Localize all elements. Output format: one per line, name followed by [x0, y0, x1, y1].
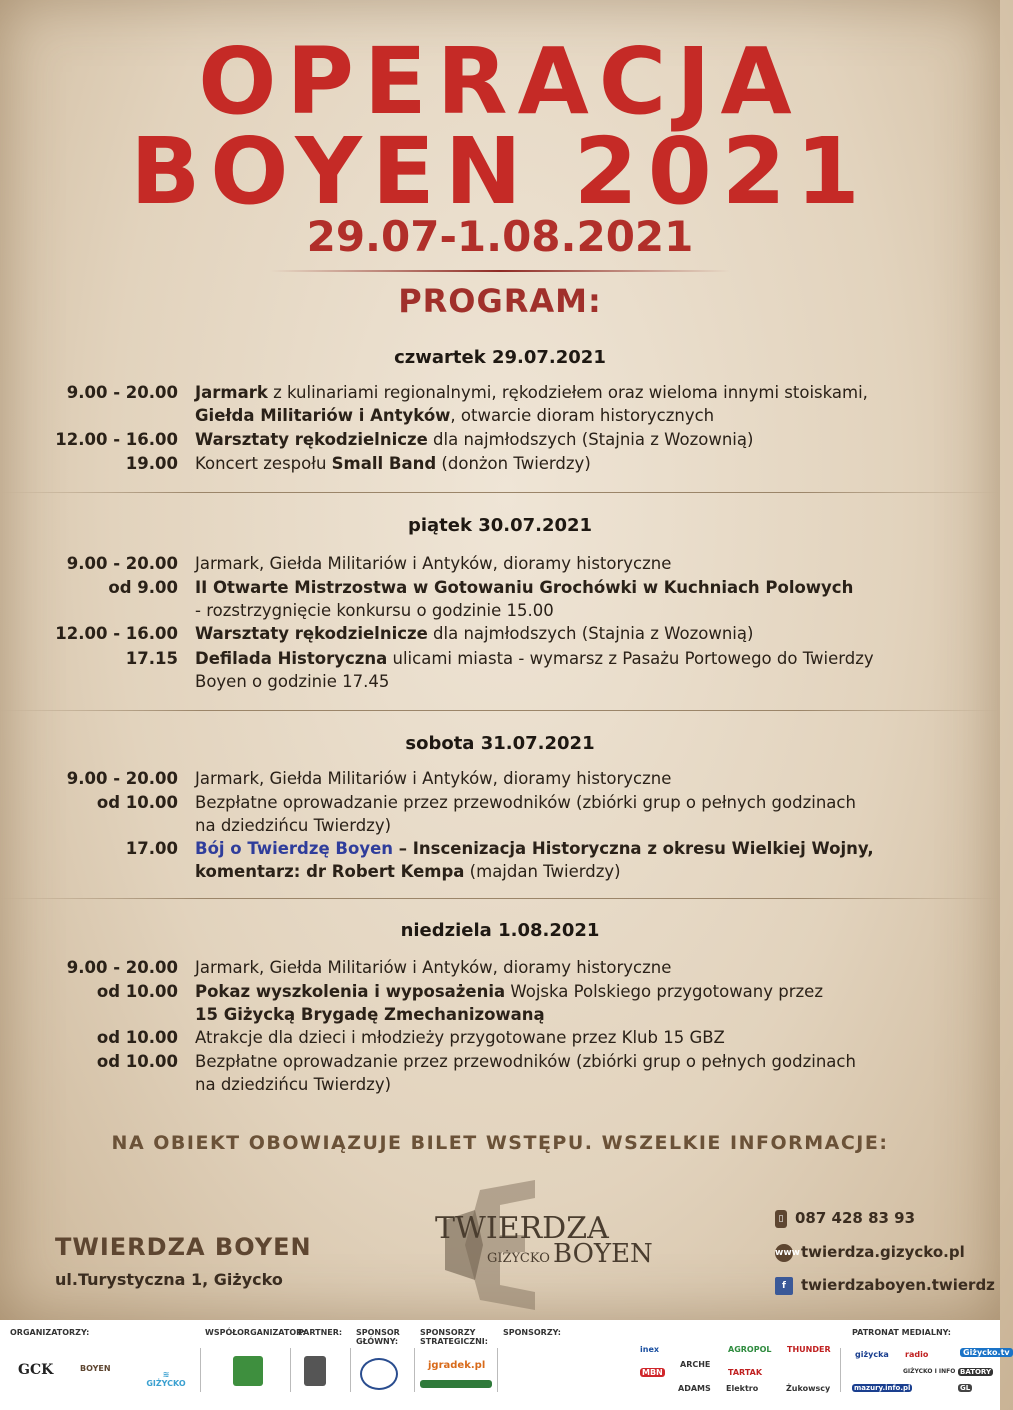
media-logo-mazury-info: mazury.info.pl: [854, 1384, 911, 1392]
event-time: od 10.00: [96, 1052, 178, 1071]
partner-crest-logo: [304, 1356, 326, 1386]
day-heading: czwartek 29.07.2021: [394, 347, 606, 368]
organizers-label: ORGANIZATORZY:: [10, 1328, 90, 1337]
event-description: Bezpłatne oprowadzanie przez przewodników (zbiórki grup o pełnych godzinach na dziedzińcu Twierdzy): [195, 793, 856, 835]
phone-icon: ▯: [775, 1210, 787, 1228]
sponsor-logo-agropol: AGROPOL: [728, 1345, 772, 1354]
section-divider: [0, 492, 1000, 493]
event-time: 17.15: [125, 649, 178, 668]
event-description: Pokaz wyszkolenia i wyposażenia Wojska Polskiego przygotowany przez 15 Giżycką Brygadę Zmechanizowaną: [195, 982, 823, 1024]
svg-text:BOYEN: BOYEN: [553, 1239, 653, 1269]
media-logo-gizycka: giżycka: [855, 1350, 889, 1359]
divider: [840, 1348, 841, 1392]
divider: [290, 1348, 291, 1392]
event-description: Bezpłatne oprowadzanie przez przewodników (zbiórki grup o pełnych godzinach na dziedzińcu Twierdzy): [195, 1052, 856, 1094]
event-description: Jarmark, Giełda Militariów i Antyków, dioramy historyczne: [195, 958, 672, 977]
globe-icon: www: [775, 1244, 793, 1262]
contact-facebook[interactable]: f twierdzaboyen.twierdz: [775, 1276, 995, 1295]
event-description: Jarmark, Giełda Militariów i Antyków, dioramy historyczne: [195, 769, 672, 788]
program-heading: PROGRAM:: [398, 282, 602, 320]
twierdza-boyen-logo: [425, 1180, 655, 1310]
event-description: Bój o Twierdzę Boyen – Inscenizacja Historyczna z okresu Wielkiej Wojny, komentarz: dr Robert Kempa (majdan Twierdzy): [195, 839, 874, 881]
event-description: Jarmark z kulinariami regionalnymi, rękodziełem oraz wieloma innymi stoiskami, Giełda Militariów i Antyków, otwarcie dioram historycznych: [195, 383, 868, 425]
event-description: Atrakcje dla dzieci i młodzieży przygotowane przez Klub 15 GBZ: [195, 1028, 725, 1047]
main-sponsor-label: SPONSOR GŁÓWNY:: [356, 1328, 400, 1346]
divider: [497, 1348, 498, 1392]
event-dates: 29.07-1.08.2021: [306, 212, 694, 261]
day-heading: sobota 31.07.2021: [405, 733, 595, 754]
day-heading: niedziela 1.08.2021: [400, 920, 600, 941]
section-divider: [0, 898, 1000, 899]
sponsor-logo-tartak: TARTAK: [728, 1368, 763, 1377]
event-time: 9.00 - 20.00: [66, 958, 178, 977]
event-time: od 10.00: [96, 1028, 178, 1047]
main-sponsor-logo: [360, 1358, 398, 1390]
event-description: Koncert zespołu Small Band (donżon Twierdzy): [195, 454, 591, 473]
event-time: 12.00 - 16.00: [55, 624, 178, 643]
event-description: Warsztaty rękodzielnicze dla najmłodszych (Stajnia z Wozownią): [195, 430, 754, 449]
contact-web[interactable]: wwwtwierdza.gizycko.pl: [775, 1243, 965, 1261]
section-divider: [0, 710, 1000, 711]
coorganizer-label: WSPÓŁORGANIZATOR:: [205, 1328, 306, 1337]
jgradek-logo: jgradek.pl: [428, 1360, 486, 1371]
sponsor-logo-arche: ARCHE: [680, 1360, 711, 1369]
media-logo-gl: GL: [960, 1384, 971, 1392]
boyen-small-logo: BOYEN: [80, 1364, 111, 1373]
gck-logo: GCK: [18, 1362, 54, 1378]
event-time: 17.00: [125, 839, 178, 858]
strategic-sponsors-label: SPONSORZY STRATEGICZNI:: [420, 1328, 488, 1346]
sponsor-logo-zukowscy: Żukowscy: [786, 1384, 831, 1393]
svg-text:GIŻYCKO: GIŻYCKO: [487, 1251, 550, 1266]
contact-phone: ▯ 087 428 83 93: [775, 1209, 915, 1228]
day-heading: piątek 30.07.2021: [407, 515, 593, 536]
event-description: Defilada Historyczna ulicami miasta - wymarsz z Pasażu Portowego do Twierdzy Boyen o godzinie 17.45: [195, 649, 874, 691]
sponsor-logo-adams: ADAMS: [678, 1384, 711, 1393]
title-line-2: BOYEN 2021: [130, 118, 870, 225]
sponsor-logo-thunder: THUNDER: [787, 1345, 831, 1354]
media-logo-gizycko-tv: Giżycko.tv: [960, 1348, 1013, 1357]
media-patronage-label: PATRONAT MEDIALNY:: [852, 1328, 951, 1337]
gizycko-logo: ≋ GIŻYCKO: [146, 1370, 186, 1388]
event-time: od 10.00: [96, 982, 178, 1001]
divider: [200, 1348, 201, 1392]
bank-logo: [420, 1380, 492, 1388]
divider: [350, 1348, 351, 1392]
coat-of-arms-logo: [233, 1356, 263, 1386]
event-time: 19.00: [125, 454, 178, 473]
event-time: od 10.00: [96, 793, 178, 812]
media-logo-radio: radio: [905, 1350, 929, 1359]
event-description: Warsztaty rękodzielnicze dla najmłodszych (Stajnia z Wozownią): [195, 624, 754, 643]
event-time: 12.00 - 16.00: [55, 430, 178, 449]
venue-name: TWIERDZA BOYEN: [55, 1233, 312, 1261]
svg-text:TWIERDZA: TWIERDZA: [435, 1211, 609, 1246]
sponsors-label: SPONSORZY:: [503, 1328, 561, 1337]
facebook-icon: f: [775, 1277, 793, 1295]
event-description: Jarmark, Giełda Militariów i Antyków, dioramy historyczne: [195, 554, 672, 573]
ticket-info: NA OBIEKT OBOWIĄZUJE BILET WSTĘPU. WSZELKIE INFORMACJE:: [111, 1132, 889, 1154]
sponsor-logo-inex: inex: [640, 1345, 660, 1354]
divider: [414, 1348, 415, 1392]
event-time: od 9.00: [108, 578, 178, 597]
sponsor-logo-elektro: Elektro: [726, 1384, 759, 1393]
event-description: II Otwarte Mistrzostwa w Gotowaniu Grochówki w Kuchniach Polowych - rozstrzygnięcie konkursu o godzinie 15.00: [195, 578, 854, 620]
event-time: 9.00 - 20.00: [66, 769, 178, 788]
sponsor-strip: [0, 1320, 1000, 1410]
title-line-1: OPERACJA: [198, 28, 802, 135]
event-time: 9.00 - 20.00: [66, 383, 178, 402]
media-logo-gizycko-info: GIŻYCKO I INFO: [903, 1368, 956, 1375]
venue-address: ul.Turystyczna 1, Giżycko: [55, 1270, 283, 1289]
partner-label: PARTNER:: [298, 1328, 343, 1337]
sponsor-logo-mbn: MBN: [642, 1368, 663, 1377]
event-time: 9.00 - 20.00: [66, 554, 178, 573]
media-logo-batory: BATORY: [960, 1368, 992, 1376]
dates-underline: [270, 270, 730, 272]
